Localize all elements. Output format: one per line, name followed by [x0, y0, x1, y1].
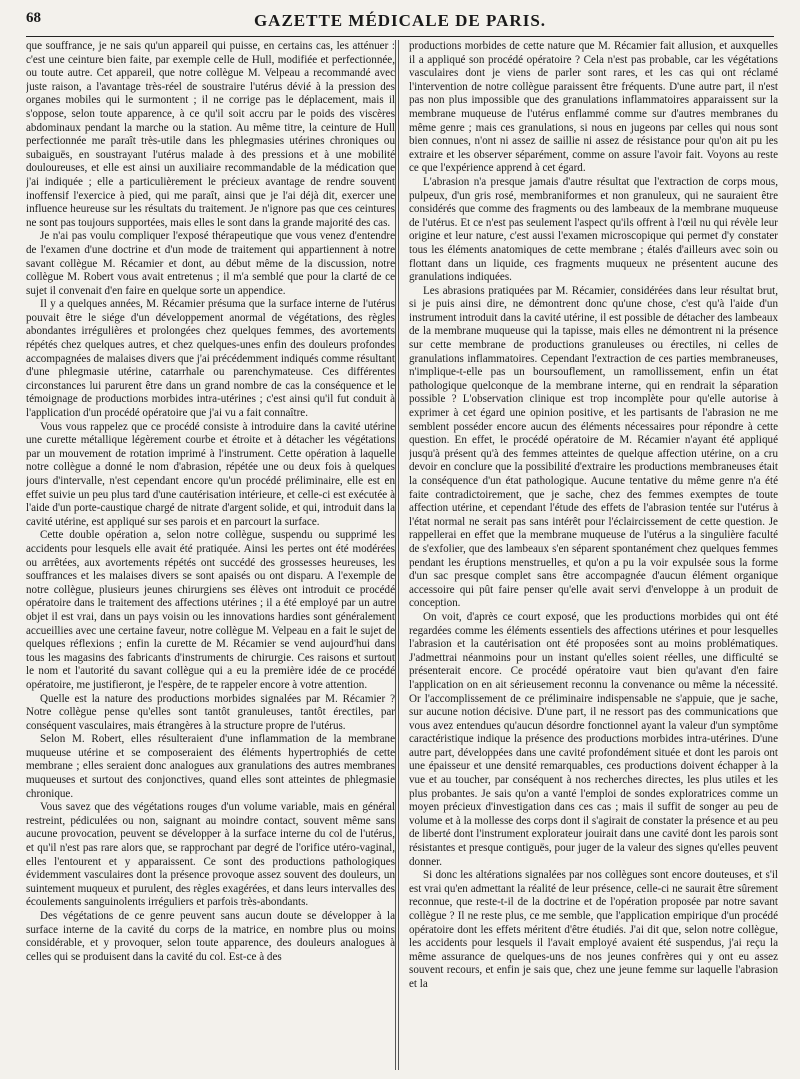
paragraph: L'abrasion n'a presque jamais d'autre résultat que l'extraction de corps mous, pulpeux, d'un gris rosé, membraniformes et non granuleux, qui ne sauraient être considérés que comme des fragments ou des lambeaux de la membrane muqueuse de l'utérus. Et ce n'est pas seulement l'aspect qu'ils offrent à l'œil nu qui révèle leur origine et leur nature, c'est aussi l'examen microscopique qui permet d'y constater tous les éléments anatomiques de cette membrane ; étalés d'ailleurs avec soin ou flottant dans un liquide, ces fragments muqueux ne présentent aucune des granulations indiquées.	[409, 175, 778, 284]
paragraph: Je n'ai pas voulu compliquer l'exposé thérapeutique que vous venez d'entendre de l'examen d'une doctrine et d'un mode de traitement qui appartiennent à notre savant collègue M. Récamier et dont, au début même de la discussion, notre collègue M. Robert vous avait entretenus ; il m'a semblé que pour la clarté de ce sujet il convenait d'en faire en quelque sorte un appendice.	[26, 230, 395, 297]
column-divider	[395, 40, 396, 1070]
paragraph: Selon M. Robert, elles résulteraient d'une inflammation de la membrane muqueuse utérine et se composeraient des éléments hypertrophiés de cette membrane ; elles seraient donc analogues aux granulations des autres membranes muqueuses et surtout des conjonctives, quand elles sont atteintes de phlegmasie chronique.	[26, 733, 395, 800]
paragraph: productions morbides de cette nature que M. Récamier fait allusion, et auxquelles il a appliqué son procédé opératoire ? Cela n'est pas probable, car les végétations vasculaires dont je viens de parler sont rares, et les cas qui ont réclamé l'intervention de notre collègue paraissent être fréquents. D'une autre part, il n'est pas non plus impossible que des granulations inflammatoires apparaissent sur la membrane muqueuse de l'utérus enflammé comme sur d'autres membranes du même genre ; mais ces granulations, si nous en jugeons par celles qui nous sont bien connues, n'ont ni assez de saillie ni assez de résistance pour qu'on ait pu les extraire et les observer séparément, comme on assure l'avoir fait. Voyons au reste ce que l'expérience apprend à cet égard.	[409, 40, 778, 175]
page-number: 68	[26, 10, 41, 26]
paragraph: Il y a quelques années, M. Récamier présuma que la surface interne de l'utérus pouvait être le siége d'un développement anormal de végétations, des règles abondantes irrégulières et prolongées chez quelques femmes, des avortements répétés chez quelques autres, et chez quelques-unes enfin des douleurs profondes accompagnées de malaises divers que j'ai précédemment indiqués comme résultant d'une phlegmasie utérine, catarrhale ou parenchymateuse. Ces différentes circonstances lui parurent être dans un grand nombre de cas la conséquence et le témoignage de productions morbides intra-utérines ; c'est ainsi qu'il fut conduit à l'application d'un procédé opératoire que j'ai vu a fait connaître.	[26, 298, 395, 420]
column-divider	[398, 40, 399, 1070]
paragraph: Vous savez que des végétations rouges d'un volume variable, mais en général restreint, pédiculées ou non, saignant au moindre contact, souvent même sans aucune provocation, peuvent se développer à la surface interne du col de l'utérus, et qu'il n'est pas rare alors que, se rapprochant par degré de l'orifice utéro-vaginal, elles l'entourent et y apparaissent. Ce sont des productions pathologiques évidemment vasculaires dont la présence provoque assez souvent des douleurs, un suintement muqueux et purulent, des règles exagérées, et dans leurs intervalles des écoulements sanguinolents irréguliers et parfois très-abondants.	[26, 801, 395, 909]
paragraph: Vous vous rappelez que ce procédé consiste à introduire dans la cavité utérine une curette métallique légèrement courbe et étroite et à détacher les végétations par un mouvement de rotation imprimé à l'instrument. Cette opération à laquelle notre collègue a donné le nom d'abrasion, répétée une ou deux fois à quelques jours d'intervalle, n'est cependant encore qu'un procédé préliminaire, elle est en effet suivie un peu plus tard d'une cautérisation intérieure, et celle-ci est exécutée à l'aide d'un porte-caustique chargé de nitrate d'argent solide, et qui, introduit dans la cavité utérine, est appliqué sur ses parois et en parcourt la surface.	[26, 420, 395, 528]
paragraph: Des végétations de ce genre peuvent sans aucun doute se développer à la surface interne de la cavité du corps de la matrice, en nombre plus ou moins considérable, et y provoquer, selon toute apparence, des douleurs analogues à celles qui se produisent dans la cavité du col. Est-ce à des	[26, 910, 395, 963]
article-columns	[26, 40, 778, 1074]
left-column	[26, 40, 395, 1074]
paragraph: On voit, d'après ce court exposé, que les productions morbides qui ont été regardées comme les éléments essentiels des affections utérines et pour lesquelles l'abrasion et la cautérisation ont été proposées sont au moins problématiques. J'admettrai néanmoins pour un instant qu'elles soient réelles, une difficulté se présenterait encore. Ce procédé opératoire vaut bien qu'avant d'en faire l'application on en ait sérieusement reconnu la convenance ou même la nécessité. Or l'accomplissement de ce préliminaire indispensable ne s'appuie, que je sache, sur aucune notion décisive. D'une part, il ne ressort pas des communications que vous avez entendues qu'aucun désordre fonctionnel ayant la valeur d'un symptôme caractéristique indique la présence des productions morbides intra-utérines. D'une autre part, développées dans une cavité profondément située et dont les parois ont une épaisseur et une densité remarquables, ces productions doivent échapper à la vue et au toucher, par conséquent à nos recherches directes, les plus utiles et les plus probantes. Je sais qu'on a vanté l'emploi de sondes exploratrices comme un moyen précieux d'investigation dans ces cas ; mais il suffit de songer au peu de volume et à la mollesse des corps dont il s'agirait de constater la présence et au peu de liberté dont l'instrument explorateur jouirait dans une cavité dont les parois sont résistantes et presque contiguës, pour juger de la valeur des signes qu'elles peuvent donner.	[409, 610, 778, 868]
header-rule	[26, 36, 774, 37]
paragraph: que souffrance, je ne sais qu'un appareil qui puisse, en certains cas, les atténuer : c'est une ceinture bien faite, par exemple celle de Hull, modifiée et perfectionnée, ou toute autre. Cet appareil, que notre collègue M. Velpeau a recommandé avec juste raison, a l'avantage très-réel de soustraire l'utérus dévié à la pression des organes mobiles qui le surmontent ; il ne corrige pas le déplacement, mais il s'oppose, selon toute apparence, à ce qu'il soit accru par le poids des viscères abdominaux pendant la marche ou la station. Au même titre, la ceinture de Hull perfectionnée me paraît très-utile dans les phlegmasies utérines chroniques ou subaiguës, en soustrayant l'utérus malade à des pressions et à une mobilité douloureuses, et elle est ainsi un auxiliaire recommandable de la médication que j'ai indiquée ; elle a particulièrement le précieux avantage de rendre souvent inoffensif l'exercice à pied, qui me paraît, ainsi que je l'ai déjà dit, exercer une influence heureuse sur les résultats du traitement. Je n'ignore pas que ces ceintures ne sont pas toujours supportées, mais elles le sont dans la grande majorité des cas.	[26, 40, 395, 229]
paragraph: Cette double opération a, selon notre collègue, suspendu ou supprimé les accidents pour lesquels elle avait été pratiquée. Ainsi les pertes ont été modérées ou arrêtées, aux avortements répétés ont succédé des grossesses heureuses, les souffrances et les malaises divers se sont apaisés ou ont disparu. A l'exemple de notre collègue, plusieurs jeunes chirurgiens ses élèves ont introduit ce procédé opératoire dans le traitement des affections utérines ; il a été employé par un autre objet il est vrai, dans un pays voisin ou les innovations hardies sont généralement accueillies avec une certaine faveur, notre collègue M. Velpeau en a fait le sujet de quelques réflexions ; enfin la curette de M. Récamier se vend aujourd'hui dans tous les magasins des fabricants d'instruments de chirurgie. Ces raisons et surtout le nom et l'autorité du savant collègue qui a eu la première idée de ce procédé opératoire, me justifieront, je l'espère, de te rappeler encore à votre attention.	[26, 529, 395, 691]
paragraph: Si donc les altérations signalées par nos collègues sont encore douteuses, et s'il est vrai qu'en admettant la réalité de leur présence, celle-ci ne saurait être sûrement reconnue, que reste-t-il de la doctrine et de l'opération proposée par notre savant collègue ? Il ne reste plus, ce me semble, que l'application empirique d'un procédé opératoire dont les effets méritent d'être étudiés. J'ai dit que, selon notre collègue, les accidents pour lesquels il l'avait employé avaient été suspendus, j'ai reçu la même assurance de quelques-uns de nos jeunes confrères qui y ont eu assez souvent recours, et enfin je sais que, chez une jeune femme sur laquelle l'abrasion et la	[409, 869, 778, 990]
journal-title: GAZETTE MÉDICALE DE PARIS.	[253, 11, 547, 30]
right-column	[409, 40, 778, 1074]
paragraph: Les abrasions pratiquées par M. Récamier, considérées dans leur résultat brut, si je puis ainsi dire, ne démontrent donc qu'une chose, c'est qu'à l'aide d'un instrument introduit dans la cavité utérine, il est possible de détacher des lambeaux de la membrane muqueuse qui la tapisse, mais elles ne démontrent ni la présence sur cette membrane de productions granuleuses ou érectiles, ni celles de granulations inflammatoires. Cependant l'extraction de ces parties membraneuses, n'implique-t-elle pas un boursouflement, un ramollissement, enfin un état pathologique quelconque de la membrane interne, qui en rendrait la séparation possible ? L'observation clinique est trop incomplète pour qu'elle autorise à exprimer à cet égard une opinion positive, et les partisants de l'abrasion ne me semblent posséder encore aucun des éléments nécessaires pour répondre à cette question. En effet, le procédé opératoire de M. Récamier n'ayant été appliqué jusqu'à présent qu'à des femmes atteintes de quelque affection utérine, on a cru devoir en conclure que la possibilité d'extraire les productions membraneuses était la conséquence d'un état pathologique. Aucune tentative du même genre n'a été faite contradictoirement, que je sache, chez des femmes exemptes de toute affection utérine, et cependant l'étude des effets de l'abrasion tentée sur l'utérus à l'état normal ne serait pas sans intérêt pour l'éclaircissement de cette question. Je rappellerai en effet que la membrane muqueuse de l'utérus a la singulière faculté de s'exfolier, que des lambeaux s'en séparent spontanément chez quelques femmes pendant les éruptions menstruelles, et qu'on a pu la voir expulsée sous la forme d'un sac presque complet sans être accompagnée d'aucun élément organique accessoire qui pût faire penser qu'elle avait servi d'enveloppe à un produit de conception.	[409, 284, 778, 610]
paragraph: Quelle est la nature des productions morbides signalées par M. Récamier ? Notre collègue pense qu'elles sont tantôt granuleuses, tantôt érectiles, par conséquent vasculaires, mais étrangères à la structure propre de l'utérus.	[26, 692, 395, 732]
page-header	[26, 8, 774, 34]
